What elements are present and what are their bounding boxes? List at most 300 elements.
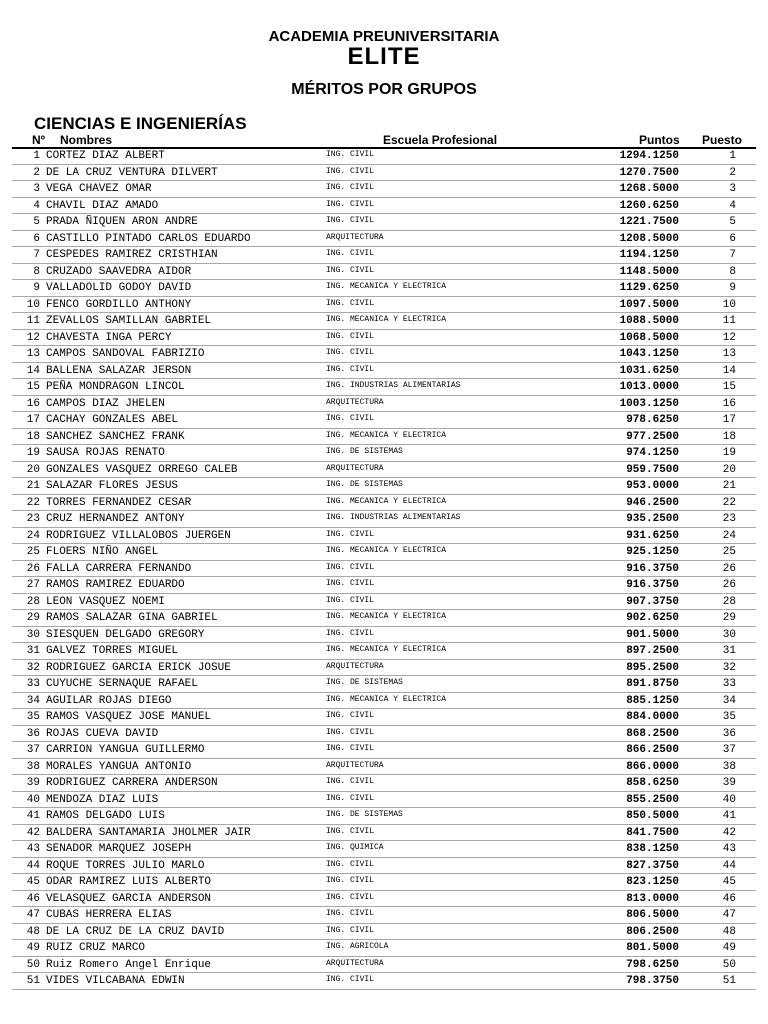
- score: 902.6250: [626, 612, 679, 624]
- school-name: ING. CIVIL: [326, 793, 375, 803]
- table-row: [12, 759, 756, 776]
- score: 1031.6250: [619, 364, 679, 377]
- student-name: ROJAS CUEVA DAVID: [46, 727, 159, 740]
- student-name: RODRIGUEZ CARRERA ANDERSON: [46, 777, 218, 789]
- student-name: CAMPOS SANDOVAL FABRIZIO: [46, 348, 205, 360]
- school-name: ING. CIVIL: [326, 711, 375, 720]
- table-header: [12, 134, 756, 149]
- school-name: ING. CIVIL: [326, 777, 375, 786]
- rank: 22: [722, 496, 736, 509]
- student-name: ZEVALLOS SAMILLAN GABRIEL: [46, 315, 212, 327]
- student-name: DE LA CRUZ VENTURA DILVERT: [46, 166, 218, 179]
- row-number: 16: [26, 397, 40, 410]
- student-name: VALLADOLID GODOY DAVID: [46, 282, 192, 294]
- row-number: 11: [26, 315, 40, 327]
- school-name: ING. CIVIL: [326, 166, 375, 176]
- row-number: 10: [26, 298, 40, 311]
- student-name: CUBAS HERRERA ELIAS: [46, 909, 172, 921]
- table-row: [12, 511, 756, 528]
- section-title: CIENCIAS E INGENIERÍAS: [34, 114, 247, 133]
- student-name: BALLENA SALAZAR JERSON: [46, 364, 192, 377]
- score: 931.6250: [626, 529, 679, 542]
- rank: 19: [722, 447, 736, 459]
- row-number: 5: [33, 216, 40, 228]
- rank: 14: [722, 364, 736, 377]
- student-name: CAMPOS DIAZ JHELEN: [46, 397, 165, 410]
- table-row: [12, 610, 756, 627]
- student-name: RAMOS VASQUEZ JOSE MANUEL: [46, 711, 212, 723]
- school-name: ING. DE SISTEMAS: [326, 678, 403, 687]
- student-name: PRADA ÑIQUEN ARON ANDRE: [46, 216, 198, 228]
- student-name: VIDES VILCABANA EDWIN: [46, 975, 185, 987]
- school-name: ING. MECANICA Y ELECTRICA: [326, 496, 447, 506]
- student-name: RAMOS DELGADO LUIS: [46, 810, 165, 822]
- score: 946.2500: [626, 496, 679, 509]
- rank: 28: [722, 595, 736, 608]
- school-name: ING. DE SISTEMAS: [326, 447, 403, 456]
- row-number: 39: [26, 777, 40, 789]
- row-number: 27: [26, 579, 40, 591]
- table-row: [12, 775, 756, 792]
- row-number: 40: [26, 793, 40, 806]
- score: 1068.5000: [619, 331, 679, 344]
- school-name: ING. CIVIL: [326, 265, 375, 275]
- student-name: CESPEDES RAMIREZ CRISTHIAN: [46, 249, 218, 261]
- score: 806.5000: [626, 909, 679, 921]
- table-row: [12, 280, 756, 297]
- school-name: ING. CIVIL: [326, 628, 375, 638]
- score: 841.7500: [626, 826, 679, 839]
- score: 916.3750: [626, 562, 679, 575]
- student-name: LEON VASQUEZ NOEMI: [46, 595, 165, 608]
- table-row: [12, 924, 756, 941]
- student-name: CRUZ HERNANDEZ ANTONY: [46, 513, 185, 525]
- row-number: 37: [26, 744, 40, 756]
- school-name: ING. CIVIL: [326, 892, 375, 902]
- school-name: ARQUITECTURA: [326, 463, 384, 473]
- table-row: [12, 577, 756, 594]
- student-name: PEÑA MONDRAGON LINCOL: [46, 381, 185, 393]
- header-no: Nº: [32, 133, 46, 147]
- rank: 29: [722, 612, 736, 624]
- student-name: CHAVIL DIAZ AMADO: [46, 199, 159, 212]
- rank: 15: [722, 381, 736, 393]
- row-number: 46: [26, 892, 40, 905]
- score: 935.2500: [626, 513, 679, 525]
- table-row: [12, 181, 756, 198]
- rank: 34: [722, 694, 736, 707]
- score: 1260.6250: [619, 199, 679, 212]
- row-number: 41: [26, 810, 40, 822]
- table-row: [12, 792, 756, 809]
- student-name: GALVEZ TORRES MIGUEL: [46, 645, 179, 657]
- score: 806.2500: [626, 925, 679, 938]
- score: 858.6250: [626, 777, 679, 789]
- page-subtitle: MÉRITOS POR GRUPOS: [291, 81, 477, 98]
- score: 827.3750: [626, 859, 679, 872]
- student-name: VEGA CHAVEZ OMAR: [46, 183, 152, 195]
- student-name: RAMOS RAMIREZ EDUARDO: [46, 579, 185, 591]
- score: 798.6250: [626, 958, 679, 971]
- student-name: CRUZADO SAAVEDRA AIDOR: [46, 265, 192, 278]
- school-name: ING. CIVIL: [326, 529, 375, 539]
- row-number: 8: [33, 265, 40, 278]
- rank: 25: [722, 546, 736, 558]
- rank: 42: [722, 826, 736, 839]
- row-number: 21: [26, 480, 40, 492]
- rank: 40: [722, 793, 736, 806]
- table-row: [12, 379, 756, 396]
- rank: 47: [722, 909, 736, 921]
- score: 925.1250: [626, 546, 679, 558]
- rank: 1: [729, 150, 736, 162]
- row-number: 33: [26, 678, 40, 690]
- score: 885.1250: [626, 694, 679, 707]
- table-row: [12, 330, 756, 347]
- score: 1294.1250: [619, 150, 679, 162]
- row-number: 17: [26, 414, 40, 426]
- table-row: [12, 148, 756, 165]
- school-name: ING. CIVIL: [326, 826, 375, 836]
- student-name: CORTEZ DIAZ ALBERT: [46, 150, 165, 162]
- row-number: 38: [26, 760, 40, 773]
- rank: 24: [722, 529, 736, 542]
- rank: 44: [722, 859, 736, 872]
- score: 1129.6250: [619, 282, 679, 294]
- school-name: ARQUITECTURA: [326, 958, 384, 968]
- table-row: [12, 660, 756, 677]
- row-number: 18: [26, 430, 40, 443]
- rank: 50: [722, 958, 736, 971]
- row-number: 44: [26, 859, 40, 872]
- school-name: ING. CIVIL: [326, 562, 375, 572]
- school-name: ARQUITECTURA: [326, 661, 384, 671]
- rank: 48: [722, 925, 736, 938]
- rank: 36: [722, 727, 736, 740]
- rank: 35: [722, 711, 736, 723]
- school-name: ING. CIVIL: [326, 150, 375, 159]
- table-row: [12, 940, 756, 957]
- table-row: [12, 709, 756, 726]
- table-row: [12, 495, 756, 512]
- header-nombres: Nombres: [60, 133, 113, 147]
- school-name: ING. MECANICA Y ELECTRICA: [326, 694, 447, 704]
- rank: 7: [729, 249, 736, 261]
- row-number: 42: [26, 826, 40, 839]
- rank: 12: [722, 331, 736, 344]
- row-number: 48: [26, 925, 40, 938]
- student-name: RODRIGUEZ GARCIA ERICK JOSUE: [46, 661, 231, 674]
- score: 895.2500: [626, 661, 679, 674]
- row-number: 2: [33, 166, 40, 179]
- header-puntos: Puntos: [639, 133, 680, 147]
- student-name: RODRIGUEZ VILLALOBOS JUERGEN: [46, 529, 231, 542]
- student-name: AGUILAR ROJAS DIEGO: [46, 694, 172, 707]
- score: 953.0000: [626, 480, 679, 492]
- school-name: ING. CIVIL: [326, 348, 375, 357]
- student-name: MORALES YANGUA ANTONIO: [46, 760, 192, 773]
- school-name: ING. CIVIL: [326, 727, 375, 737]
- score: 974.1250: [626, 447, 679, 459]
- rank: 11: [722, 315, 736, 327]
- school-name: ARQUITECTURA: [326, 760, 384, 770]
- rank: 21: [722, 480, 736, 492]
- school-name: ING. MECANICA Y ELECTRICA: [326, 645, 447, 654]
- header-puesto: Puesto: [702, 133, 743, 147]
- score: 901.5000: [626, 628, 679, 641]
- school-name: ARQUITECTURA: [326, 397, 384, 407]
- table-row: [12, 313, 756, 330]
- rank: 32: [722, 661, 736, 674]
- rank: 26: [722, 579, 736, 591]
- table-row: [12, 231, 756, 248]
- score: 838.1250: [626, 843, 679, 855]
- row-number: 24: [26, 529, 40, 542]
- row-number: 6: [33, 232, 40, 245]
- row-number: 4: [33, 199, 40, 212]
- row-number: 47: [26, 909, 40, 921]
- student-name: Ruiz Romero Angel Enrique: [46, 958, 212, 971]
- student-name: GONZALES VASQUEZ ORREGO CALEB: [46, 463, 238, 476]
- school-name: ING. MECANICA Y ELECTRICA: [326, 430, 447, 440]
- row-number: 28: [26, 595, 40, 608]
- table-row: [12, 825, 756, 842]
- row-number: 22: [26, 496, 40, 509]
- score: 897.2500: [626, 645, 679, 657]
- row-number: 14: [26, 364, 40, 377]
- school-name: ING. INDUSTRIAS ALIMENTARIAS: [326, 381, 461, 390]
- row-number: 49: [26, 942, 40, 954]
- rank: 33: [722, 678, 736, 690]
- row-number: 30: [26, 628, 40, 641]
- student-name: RAMOS SALAZAR GINA GABRIEL: [46, 612, 218, 624]
- results-table: [12, 148, 756, 990]
- rank: 6: [729, 232, 736, 245]
- rank: 17: [722, 414, 736, 426]
- table-row: [12, 973, 756, 990]
- row-number: 35: [26, 711, 40, 723]
- brand-title: ELITE: [347, 43, 421, 70]
- table-row: [12, 214, 756, 231]
- table-row: [12, 412, 756, 429]
- student-name: ODAR RAMIREZ LUIS ALBERTO: [46, 876, 212, 888]
- school-name: ING. CIVIL: [326, 183, 375, 192]
- student-name: BALDERA SANTAMARIA JHOLMER JAIR: [46, 826, 251, 839]
- rank: 4: [729, 199, 736, 212]
- score: 977.2500: [626, 430, 679, 443]
- table-row: [12, 858, 756, 875]
- score: 959.7500: [626, 463, 679, 476]
- student-name: TORRES FERNANDEZ CESAR: [46, 496, 192, 509]
- score: 1194.1250: [619, 249, 679, 261]
- student-name: FLOERS NIÑO ANGEL: [46, 546, 159, 558]
- rank: 2: [729, 166, 736, 179]
- school-name: ING. MECANICA Y ELECTRICA: [326, 612, 447, 621]
- rank: 5: [729, 216, 736, 228]
- score: 1221.7500: [619, 216, 679, 228]
- student-name: SIESQUEN DELGADO GREGORY: [46, 628, 205, 641]
- school-name: ING. MECANICA Y ELECTRICA: [326, 546, 447, 555]
- table-row: [12, 907, 756, 924]
- school-name: ING. CIVIL: [326, 859, 375, 869]
- row-number: 20: [26, 463, 40, 476]
- school-name: ING. INDUSTRIAS ALIMENTARIAS: [326, 513, 461, 522]
- score: 855.2500: [626, 793, 679, 806]
- score: 1043.1250: [619, 348, 679, 360]
- student-name: ROQUE TORRES JULIO MARLO: [46, 859, 205, 872]
- row-number: 15: [26, 381, 40, 393]
- row-number: 12: [26, 331, 40, 344]
- rank: 9: [729, 282, 736, 294]
- student-name: CUYUCHE SERNAQUE RAFAEL: [46, 678, 198, 690]
- table-row: [12, 561, 756, 578]
- score: 916.3750: [626, 579, 679, 591]
- school-name: ING. DE SISTEMAS: [326, 810, 403, 819]
- score: 907.3750: [626, 595, 679, 608]
- table-row: [12, 874, 756, 891]
- school-name: ING. MECANICA Y ELECTRICA: [326, 282, 447, 291]
- student-name: DE LA CRUZ DE LA CRUZ DAVID: [46, 925, 225, 938]
- school-name: ING. MECANICA Y ELECTRICA: [326, 315, 447, 324]
- student-name: SENADOR MARQUEZ JOSEPH: [46, 843, 192, 855]
- student-name: RUIZ CRUZ MARCO: [46, 942, 146, 954]
- table-row: [12, 198, 756, 215]
- score: 866.2500: [626, 744, 679, 756]
- score: 1270.7500: [619, 166, 679, 179]
- rank: 8: [729, 265, 736, 278]
- row-number: 36: [26, 727, 40, 740]
- row-number: 51: [26, 975, 40, 987]
- table-row: [12, 726, 756, 743]
- rank: 49: [722, 942, 736, 954]
- row-number: 7: [33, 249, 40, 261]
- row-number: 45: [26, 876, 40, 888]
- student-name: CARRION YANGUA GUILLERMO: [46, 744, 205, 756]
- score: 884.0000: [626, 711, 679, 723]
- academy-name: ACADEMIA PREUNIVERSITARIA: [268, 28, 500, 45]
- school-name: ING. CIVIL: [326, 595, 375, 605]
- school-name: ING. CIVIL: [326, 298, 375, 308]
- student-name: CHAVESTA INGA PERCY: [46, 331, 172, 344]
- school-name: ARQUITECTURA: [326, 232, 384, 242]
- row-number: 32: [26, 661, 40, 674]
- school-name: ING. CIVIL: [326, 249, 375, 258]
- table-row: [12, 445, 756, 462]
- row-number: 50: [26, 958, 40, 971]
- student-name: SANCHEZ SANCHEZ FRANK: [46, 430, 185, 443]
- school-name: ING. CIVIL: [326, 744, 375, 753]
- student-name: CACHAY GONZALES ABEL: [46, 414, 179, 426]
- table-row: [12, 643, 756, 660]
- table-row: [12, 594, 756, 611]
- rank: 30: [722, 628, 736, 641]
- rank: 3: [729, 183, 736, 195]
- table-row: [12, 346, 756, 363]
- row-number: 23: [26, 513, 40, 525]
- school-name: ING. CIVIL: [326, 216, 375, 225]
- table-row: [12, 957, 756, 974]
- school-name: ING. CIVIL: [326, 909, 375, 918]
- student-name: CASTILLO PINTADO CARLOS EDUARDO: [46, 232, 251, 245]
- student-name: FENCO GORDILLO ANTHONY: [46, 298, 192, 311]
- rank: 51: [722, 975, 736, 987]
- row-number: 31: [26, 645, 40, 657]
- rank: 45: [722, 876, 736, 888]
- table-row: [12, 247, 756, 264]
- rank: 38: [722, 760, 736, 773]
- score: 891.8750: [626, 678, 679, 690]
- rank: 39: [722, 777, 736, 789]
- rank: 13: [722, 348, 736, 360]
- score: 850.5000: [626, 810, 679, 822]
- rank: 43: [722, 843, 736, 855]
- score: 1088.5000: [619, 315, 679, 327]
- score: 1148.5000: [619, 265, 679, 278]
- school-name: ING. CIVIL: [326, 975, 375, 984]
- school-name: ING. CIVIL: [326, 364, 375, 374]
- table-row: [12, 891, 756, 908]
- row-number: 13: [26, 348, 40, 360]
- rank: 10: [722, 298, 736, 311]
- school-name: ING. QUIMICA: [326, 843, 384, 852]
- rank: 23: [722, 513, 736, 525]
- row-number: 29: [26, 612, 40, 624]
- rank: 46: [722, 892, 736, 905]
- table-row: [12, 396, 756, 413]
- rank: 41: [722, 810, 736, 822]
- score: 866.0000: [626, 760, 679, 773]
- school-name: ING. CIVIL: [326, 579, 375, 588]
- school-name: ING. CIVIL: [326, 876, 375, 885]
- table-row: [12, 297, 756, 314]
- table-row: [12, 429, 756, 446]
- school-name: ING. CIVIL: [326, 414, 375, 423]
- row-number: 26: [26, 562, 40, 575]
- score: 1003.1250: [619, 397, 679, 410]
- student-name: MENDOZA DIAZ LUIS: [46, 793, 159, 806]
- school-name: ING. AGRICOLA: [326, 942, 389, 951]
- table-row: [12, 264, 756, 281]
- row-number: 9: [33, 282, 40, 294]
- document-header: [0, 28, 768, 99]
- score: 801.5000: [626, 942, 679, 954]
- rank: 16: [722, 397, 736, 410]
- score: 823.1250: [626, 876, 679, 888]
- school-name: ING. DE SISTEMAS: [326, 480, 403, 489]
- student-name: SALAZAR FLORES JESUS: [46, 480, 179, 492]
- row-number: 34: [26, 694, 40, 707]
- score: 1013.0000: [619, 381, 679, 393]
- table-row: [12, 363, 756, 380]
- table-row: [12, 693, 756, 710]
- rank: 20: [722, 463, 736, 476]
- score: 798.3750: [626, 975, 679, 987]
- student-name: SAUSA ROJAS RENATO: [46, 447, 165, 459]
- row-number: 19: [26, 447, 40, 459]
- school-name: ING. CIVIL: [326, 331, 375, 341]
- score: 868.2500: [626, 727, 679, 740]
- school-name: ING. CIVIL: [326, 925, 375, 935]
- header-escuela: Escuela Profesional: [383, 133, 498, 147]
- score: 978.6250: [626, 414, 679, 426]
- score: 1208.5000: [619, 232, 679, 245]
- rank: 37: [722, 744, 736, 756]
- table-row: [12, 627, 756, 644]
- row-number: 1: [33, 150, 40, 162]
- score: 1268.5000: [619, 183, 679, 195]
- score: 1097.5000: [619, 298, 679, 311]
- table-row: [12, 462, 756, 479]
